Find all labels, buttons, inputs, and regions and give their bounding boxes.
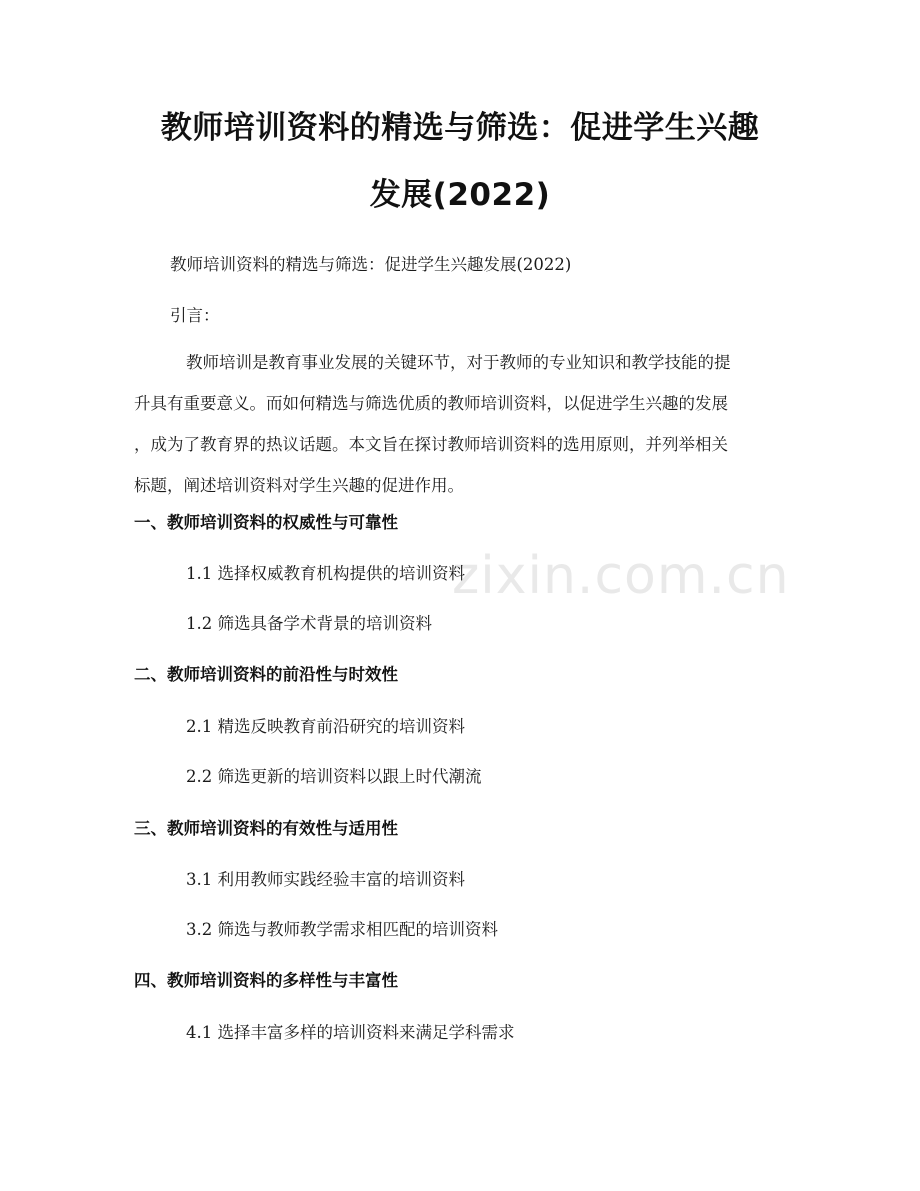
document-subtitle: 教师培训资料的精选与筛选：促进学生兴趣发展(2022) [170,255,572,274]
section-heading-2: 二、教师培训资料的前沿性与时效性 [134,665,398,684]
intro-line-4: 标题，阐述培训资料对学生兴趣的促进作用。 [134,476,464,495]
section-2-item-2: 2.2 筛选更新的培训资料以跟上时代潮流 [186,767,482,786]
intro-line-1: 教师培训是教育事业发展的关键环节，对于教师的专业知识和教学技能的提 [186,353,731,372]
watermark: zixin.com.cn [452,546,790,606]
intro-line-3: ，成为了教育界的热议话题。本文旨在探讨教师培训资料的选用原则，并列举相关 [134,435,728,454]
section-3-item-2: 3.2 筛选与教师教学需求相匹配的培训资料 [186,920,498,939]
section-heading-4: 四、教师培训资料的多样性与丰富性 [134,971,398,990]
document-title-line-2: 发展(2022) [369,177,551,213]
intro-label: 引言： [170,306,220,325]
section-1-item-2: 1.2 筛选具备学术背景的培训资料 [186,614,432,633]
section-4-item-1: 4.1 选择丰富多样的培训资料来满足学科需求 [186,1023,515,1042]
section-heading-1: 一、教师培训资料的权威性与可靠性 [134,513,398,532]
section-3-item-1: 3.1 利用教师实践经验丰富的培训资料 [186,870,465,889]
section-2-item-1: 2.1 精选反映教育前沿研究的培训资料 [186,717,465,736]
intro-paragraph [134,342,786,506]
section-1-item-1: 1.1 选择权威教育机构提供的培训资料 [186,564,465,583]
document-title-line-1: 教师培训资料的精选与筛选：促进学生兴趣 [160,110,760,146]
section-heading-3: 三、教师培训资料的有效性与适用性 [134,819,398,838]
intro-line-2: 升具有重要意义。而如何精选与筛选优质的教师培训资料，以促进学生兴趣的发展 [134,394,728,413]
